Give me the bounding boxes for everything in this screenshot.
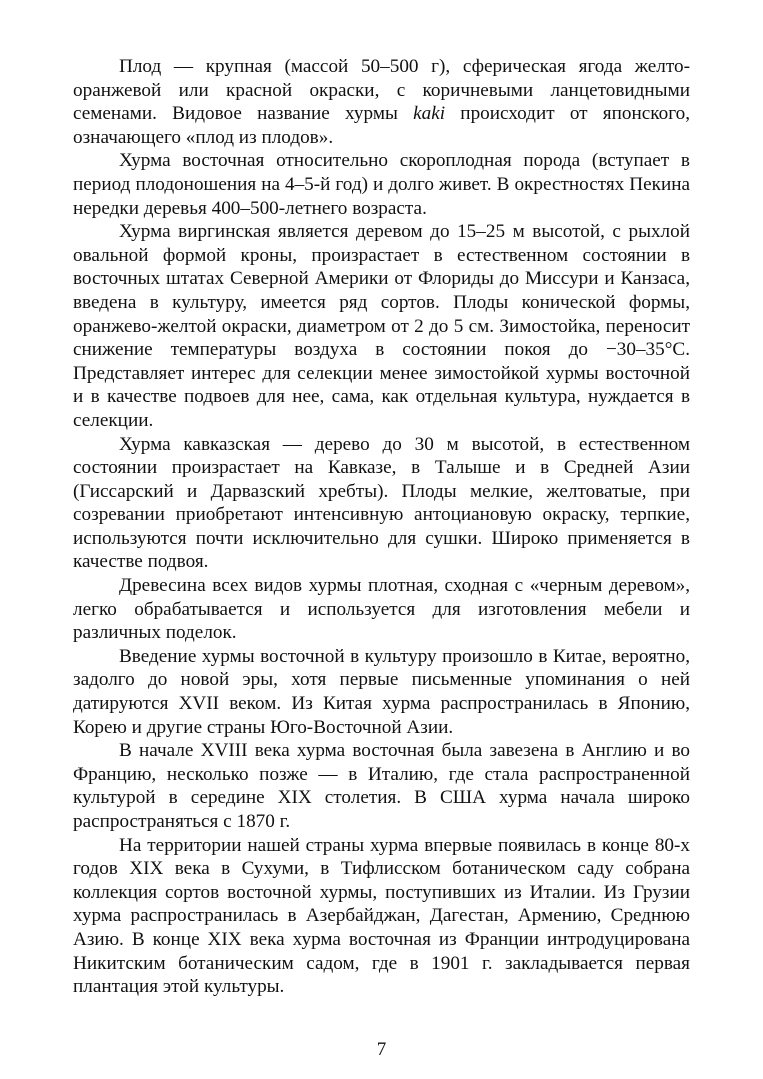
paragraph-fruit-text-start: Плод — крупная (массой 50–500 г), сферическая ягода желто-оранжевой или красной окраски, с коричневыми ланцетовидными семенами. Видовое название хурмы bbox=[73, 56, 690, 125]
paragraph-oriental-persimmon: Хурма восточная относительно скороплодная порода (вступает в период плодоношения на 4–5-й год) и долго живет. В окрестностях Пекина нередки деревья 400–500-летнего возраста. bbox=[73, 150, 690, 219]
paragraph-virginia-persimmon: Хурма виргинская является деревом до 15–25 м высотой, с рыхлой овальной формой кроны, произрастает в естественном состоянии в восточных штатах Северной Америки от Флориды до Миссури и Канзаса, введена в культуру, имеется ряд сортов. Плоды конической формы, оранжево-желтой окраски, диаметром от 2 до 5 см. Зимостойка, переносит снижение температуры воздуха в состоянии покоя до −30–35°С. Представляет интерес для селекции менее зимостойкой хурмы восточной и в качестве подвоев для нее, сама, как отдельная культура, нуждается в селекции. bbox=[73, 221, 690, 431]
paragraph-europe-usa: В начале XVIII века хурма восточная была завезена в Англию и во Францию, несколько позже — в Италию, где стала распространенной культурой в середине XIX столетия. В США хурма начала широко распространяться с 1870 г. bbox=[73, 740, 690, 832]
paragraph-fruit-text-end: происходит от японского, означающего «плод из плодов». bbox=[73, 103, 690, 148]
paragraph-introduction-china: Введение хурмы восточной в культуру произошло в Китае, вероятно, задолго до новой эры, хотя первые письменные упоминания о ней датируются XVII веком. Из Китая хурма распространилась в Японию, Корею и другие страны Юго-Восточной Азии. bbox=[73, 645, 690, 738]
page-number: 7 bbox=[376, 1039, 387, 1060]
paragraph-our-country: На территории нашей страны хурма впервые появилась в конце 80-х годов XIX века в Сухуми, в Тифлисском ботаническом саду собрана коллекция сортов восточной хурмы, поступивших из Италии. Из Грузии хурма распространилась в Азербайджан, Дагестан, Армению, Среднюю Азию. В конце XIX века хурма восточная из Франции интродуцирована Никитским ботаническим садом, где в 1901 г. закладывается первая плантация этой культуры. bbox=[73, 834, 690, 998]
paragraph-caucasian-persimmon: Хурма кавказская — дерево до 30 м высотой, в естественном состоянии произрастает на Кавказе, в Талыше и в Средней Азии (Гиссарский и Дарвазский хребты). Плоды мелкие, желтоватые, при созревании приобретают интенсивную антоциановую окраску, терпкие, используются почти исключительно для сушки. Широко применяется в качестве подвоя. bbox=[73, 433, 690, 573]
page-body bbox=[73, 55, 690, 999]
species-name-kaki: kaki bbox=[413, 103, 446, 125]
paragraph-wood: Древесина всех видов хурмы плотная, сходная с «черным деревом», легко обрабатывается и используется для изготовления мебели и различных поделок. bbox=[73, 575, 690, 644]
paragraph-fruit-description bbox=[73, 55, 690, 149]
